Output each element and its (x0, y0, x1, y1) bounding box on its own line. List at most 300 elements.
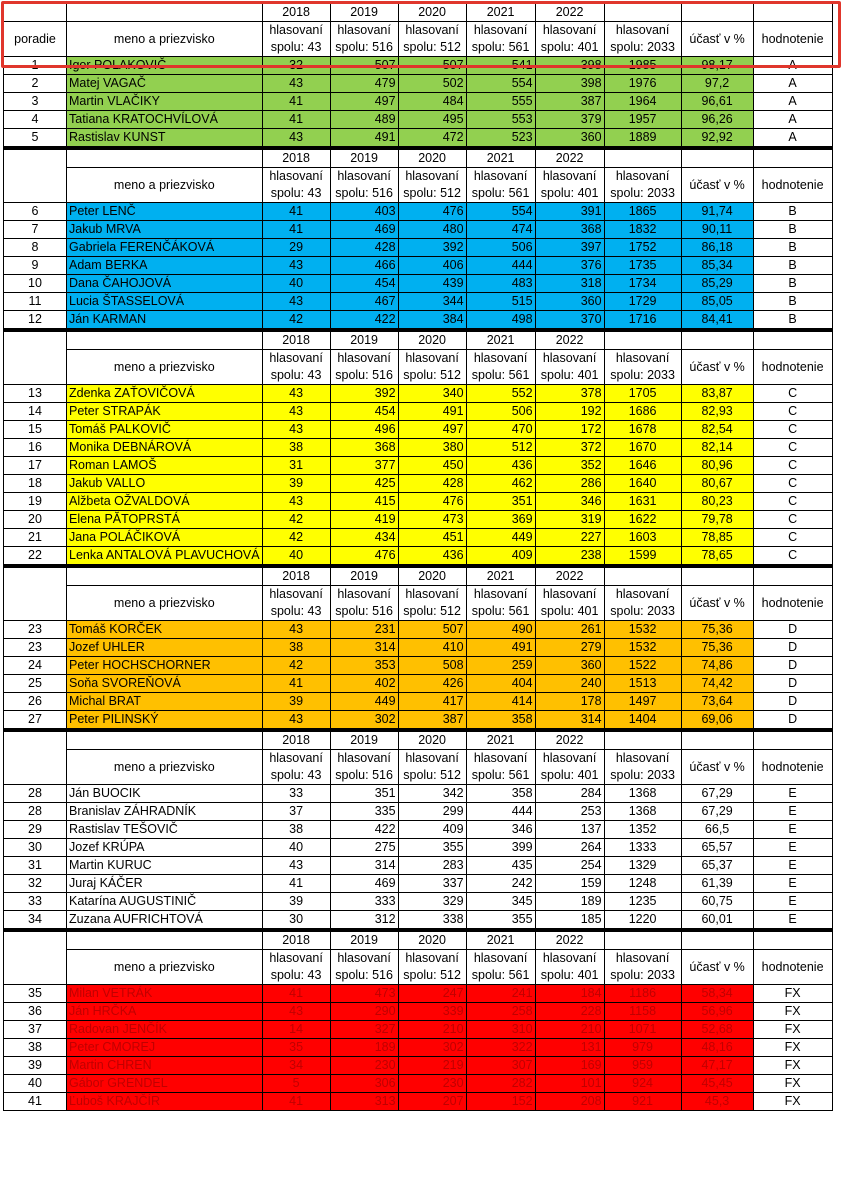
votes-total: spolu: 516 (330, 603, 398, 621)
votes-label: hlasovaní (604, 750, 681, 768)
rating-cell: E (753, 893, 832, 911)
votes-2022-cell: 184 (535, 985, 604, 1003)
votes-total: spolu: 512 (398, 767, 466, 785)
year-label: 2021 (466, 148, 535, 168)
column-header-blank (4, 4, 67, 22)
votes-label: hlasovaní (398, 750, 466, 768)
votes-2020-cell: 495 (398, 111, 466, 129)
participation-cell: 52,68 (681, 1021, 753, 1039)
votes-total-cell: 1220 (604, 911, 681, 931)
participation-cell: 75,36 (681, 639, 753, 657)
votes-2022-cell: 261 (535, 621, 604, 639)
votes-2019-cell: 454 (330, 275, 398, 293)
votes-2021-cell: 307 (466, 1057, 535, 1075)
votes-2020-cell: 436 (398, 547, 466, 567)
rank-cell: 18 (4, 475, 67, 493)
name-cell: Peter PILINSKÝ (67, 711, 263, 731)
rating-cell: C (753, 457, 832, 475)
votes-2021-cell: 462 (466, 475, 535, 493)
votes-total-cell: 1646 (604, 457, 681, 475)
rank-cell: 34 (4, 911, 67, 931)
rating-cell: B (753, 203, 832, 221)
votes-2018-cell: 38 (262, 439, 330, 457)
participation-cell: 66,5 (681, 821, 753, 839)
rank-cell: 4 (4, 111, 67, 129)
votes-2018-cell: 43 (262, 257, 330, 275)
votes-total-cell: 1532 (604, 621, 681, 639)
votes-2022-cell: 352 (535, 457, 604, 475)
votes-2018-cell: 29 (262, 239, 330, 257)
votes-2020-cell: 344 (398, 293, 466, 311)
votes-label: hlasovaní (604, 586, 681, 604)
votes-2018-cell: 43 (262, 1003, 330, 1021)
column-header-blank (67, 566, 263, 586)
votes-2022-cell: 189 (535, 893, 604, 911)
name-cell: Peter LENČ (67, 203, 263, 221)
votes-total-cell: 1599 (604, 547, 681, 567)
name-cell: Jozef KRÚPA (67, 839, 263, 857)
rating-cell: FX (753, 1021, 832, 1039)
votes-2021-cell: 436 (466, 457, 535, 475)
votes-total: spolu: 561 (466, 367, 535, 385)
votes-2019-cell: 351 (330, 785, 398, 803)
votes-total: spolu: 43 (262, 967, 330, 985)
rating-cell: A (753, 75, 832, 93)
votes-2018-cell: 33 (262, 785, 330, 803)
votes-label: hlasovaní (262, 22, 330, 40)
participation-cell: 73,64 (681, 693, 753, 711)
votes-2019-cell: 425 (330, 475, 398, 493)
column-header-blank (4, 566, 67, 621)
votes-2019-cell: 275 (330, 839, 398, 857)
votes-header-row (4, 950, 833, 968)
votes-2018-cell: 43 (262, 385, 330, 403)
votes-total-cell: 1734 (604, 275, 681, 293)
votes-label: hlasovaní (466, 168, 535, 186)
votes-2022-cell: 397 (535, 239, 604, 257)
participation-cell: 98,17 (681, 57, 753, 75)
name-cell: Monika DEBNÁROVÁ (67, 439, 263, 457)
votes-2021-cell: 310 (466, 1021, 535, 1039)
votes-2022-cell: 208 (535, 1093, 604, 1111)
name-cell: Rastislav KUNST (67, 129, 263, 149)
participation-header: účasť v % (681, 22, 753, 57)
participation-cell: 96,61 (681, 93, 753, 111)
rank-cell: 5 (4, 129, 67, 149)
rating-cell: C (753, 529, 832, 547)
rank-cell: 25 (4, 675, 67, 693)
votes-2020-cell: 299 (398, 803, 466, 821)
votes-2021-cell: 490 (466, 621, 535, 639)
votes-total-cell: 1964 (604, 93, 681, 111)
votes-2019-cell: 466 (330, 257, 398, 275)
name-cell: Dana ČAHOJOVÁ (67, 275, 263, 293)
votes-2019-cell: 454 (330, 403, 398, 421)
rating-cell: E (753, 821, 832, 839)
table-row (4, 493, 833, 511)
votes-2022-cell: 398 (535, 57, 604, 75)
votes-2018-cell: 39 (262, 693, 330, 711)
table-row (4, 457, 833, 475)
votes-total-cell: 1889 (604, 129, 681, 149)
year-label: 2020 (398, 330, 466, 350)
votes-2019-cell: 230 (330, 1057, 398, 1075)
votes-2022-cell: 284 (535, 785, 604, 803)
year-header-row (4, 330, 833, 350)
rating-cell: FX (753, 1093, 832, 1111)
column-header-blank (604, 566, 681, 586)
votes-2021-cell: 399 (466, 839, 535, 857)
year-label: 2021 (466, 930, 535, 950)
votes-total: spolu: 561 (466, 185, 535, 203)
table-row (4, 911, 833, 931)
votes-2019-cell: 473 (330, 985, 398, 1003)
votes-2020-cell: 426 (398, 675, 466, 693)
votes-label: hlasovaní (466, 350, 535, 368)
votes-total-cell: 1603 (604, 529, 681, 547)
year-label: 2018 (262, 730, 330, 750)
votes-2021-cell: 258 (466, 1003, 535, 1021)
votes-label: hlasovaní (604, 168, 681, 186)
votes-2020-cell: 508 (398, 657, 466, 675)
votes-2022-cell: 360 (535, 129, 604, 149)
table-row (4, 439, 833, 457)
rating-cell: FX (753, 1075, 832, 1093)
votes-2018-cell: 43 (262, 621, 330, 639)
name-header: meno a priezvisko (67, 750, 263, 785)
votes-2022-cell: 210 (535, 1021, 604, 1039)
participation-cell: 80,67 (681, 475, 753, 493)
name-cell: Igor POLAKOVIČ (67, 57, 263, 75)
votes-2021-cell: 358 (466, 711, 535, 731)
name-cell: Gábor GRENDEL (67, 1075, 263, 1093)
votes-2018-cell: 41 (262, 221, 330, 239)
votes-2018-cell: 40 (262, 839, 330, 857)
table-row (4, 547, 833, 567)
rank-cell: 1 (4, 57, 67, 75)
year-label: 2020 (398, 730, 466, 750)
votes-total: spolu: 401 (535, 603, 604, 621)
name-header: meno a priezvisko (67, 350, 263, 385)
name-cell: Jana POLÁČIKOVÁ (67, 529, 263, 547)
rank-cell: 10 (4, 275, 67, 293)
participation-cell: 85,34 (681, 257, 753, 275)
votes-2021-cell: 553 (466, 111, 535, 129)
rating-cell: E (753, 857, 832, 875)
votes-total-cell: 979 (604, 1039, 681, 1057)
votes-2021-cell: 355 (466, 911, 535, 931)
votes-total-cell: 1186 (604, 985, 681, 1003)
rank-cell: 17 (4, 457, 67, 475)
name-cell: Elena PĂTOPRSTÁ (67, 511, 263, 529)
name-cell: Martin CHREN (67, 1057, 263, 1075)
rank-cell: 15 (4, 421, 67, 439)
votes-total-cell: 1957 (604, 111, 681, 129)
table-row (4, 239, 833, 257)
participation-cell: 80,96 (681, 457, 753, 475)
column-header-blank (681, 566, 753, 586)
votes-2020-cell: 472 (398, 129, 466, 149)
votes-2021-cell: 242 (466, 875, 535, 893)
votes-total: spolu: 43 (262, 367, 330, 385)
table-row (4, 657, 833, 675)
table-row (4, 1075, 833, 1093)
participation-header: účasť v % (681, 350, 753, 385)
year-label: 2019 (330, 730, 398, 750)
year-label: 2018 (262, 148, 330, 168)
votes-2019-cell: 189 (330, 1039, 398, 1057)
votes-2022-cell: 372 (535, 439, 604, 457)
votes-2020-cell: 219 (398, 1057, 466, 1075)
votes-2020-cell: 329 (398, 893, 466, 911)
votes-total: spolu: 2033 (604, 39, 681, 57)
rating-cell: A (753, 57, 832, 75)
votes-2019-cell: 469 (330, 875, 398, 893)
votes-label: hlasovaní (535, 22, 604, 40)
name-header: meno a priezvisko (67, 22, 263, 57)
votes-total-cell: 1248 (604, 875, 681, 893)
votes-2021-cell: 554 (466, 203, 535, 221)
participation-cell: 80,23 (681, 493, 753, 511)
rating-header: hodnotenie (753, 168, 832, 203)
votes-total: spolu: 512 (398, 39, 466, 57)
votes-total: spolu: 401 (535, 967, 604, 985)
table-row (4, 1039, 833, 1057)
table-row (4, 275, 833, 293)
votes-2019-cell: 496 (330, 421, 398, 439)
votes-2020-cell: 387 (398, 711, 466, 731)
table-row (4, 421, 833, 439)
year-header-row (4, 4, 833, 22)
rank-cell: 19 (4, 493, 67, 511)
participation-cell: 48,16 (681, 1039, 753, 1057)
votes-2022-cell: 192 (535, 403, 604, 421)
table-row (4, 203, 833, 221)
votes-2018-cell: 34 (262, 1057, 330, 1075)
votes-total: spolu: 516 (330, 967, 398, 985)
participation-cell: 74,42 (681, 675, 753, 693)
votes-2022-cell: 387 (535, 93, 604, 111)
votes-total: spolu: 2033 (604, 967, 681, 985)
votes-label: hlasovaní (466, 950, 535, 968)
votes-2020-cell: 230 (398, 1075, 466, 1093)
votes-2019-cell: 313 (330, 1093, 398, 1111)
votes-label: hlasovaní (262, 750, 330, 768)
table-row (4, 57, 833, 75)
votes-2019-cell: 469 (330, 221, 398, 239)
votes-2018-cell: 43 (262, 711, 330, 731)
votes-2022-cell: 238 (535, 547, 604, 567)
votes-2018-cell: 42 (262, 311, 330, 331)
rating-cell: D (753, 639, 832, 657)
participation-cell: 56,96 (681, 1003, 753, 1021)
column-header-blank (604, 730, 681, 750)
votes-total: spolu: 561 (466, 39, 535, 57)
rating-cell: FX (753, 1039, 832, 1057)
rank-cell: 30 (4, 839, 67, 857)
votes-2022-cell: 314 (535, 711, 604, 731)
rating-cell: D (753, 675, 832, 693)
votes-2022-cell: 228 (535, 1003, 604, 1021)
rank-cell: 6 (4, 203, 67, 221)
votes-2021-cell: 483 (466, 275, 535, 293)
votes-2018-cell: 41 (262, 1093, 330, 1111)
year-header-row (4, 566, 833, 586)
year-header-row (4, 148, 833, 168)
votes-2019-cell: 428 (330, 239, 398, 257)
votes-label: hlasovaní (330, 22, 398, 40)
votes-2018-cell: 32 (262, 57, 330, 75)
votes-2020-cell: 210 (398, 1021, 466, 1039)
votes-2021-cell: 435 (466, 857, 535, 875)
column-header-blank (604, 330, 681, 350)
year-label: 2020 (398, 4, 466, 22)
rank-cell: 12 (4, 311, 67, 331)
votes-label: hlasovaní (604, 350, 681, 368)
participation-cell: 91,74 (681, 203, 753, 221)
name-cell: Milan VETRÁK (67, 985, 263, 1003)
table-row (4, 985, 833, 1003)
participation-cell: 85,05 (681, 293, 753, 311)
votes-2020-cell: 476 (398, 203, 466, 221)
votes-total: spolu: 561 (466, 603, 535, 621)
rank-cell: 11 (4, 293, 67, 311)
table-row (4, 111, 833, 129)
year-label: 2018 (262, 4, 330, 22)
votes-2018-cell: 35 (262, 1039, 330, 1057)
rank-cell: 32 (4, 875, 67, 893)
column-header-blank (681, 730, 753, 750)
votes-total: spolu: 516 (330, 39, 398, 57)
votes-2018-cell: 31 (262, 457, 330, 475)
year-label: 2019 (330, 930, 398, 950)
votes-header-row (4, 750, 833, 768)
votes-total-cell: 924 (604, 1075, 681, 1093)
votes-2018-cell: 42 (262, 657, 330, 675)
votes-2022-cell: 378 (535, 385, 604, 403)
votes-2021-cell: 541 (466, 57, 535, 75)
column-header-blank (753, 566, 832, 586)
rating-cell: C (753, 385, 832, 403)
votes-2021-cell: 345 (466, 893, 535, 911)
votes-2022-cell: 376 (535, 257, 604, 275)
rating-cell: B (753, 275, 832, 293)
votes-total-cell: 1670 (604, 439, 681, 457)
votes-total: spolu: 401 (535, 367, 604, 385)
rating-cell: B (753, 239, 832, 257)
table-row (4, 93, 833, 111)
votes-total: spolu: 2033 (604, 767, 681, 785)
participation-cell: 69,06 (681, 711, 753, 731)
votes-2019-cell: 306 (330, 1075, 398, 1093)
name-cell: Michal BRAT (67, 693, 263, 711)
votes-2021-cell: 414 (466, 693, 535, 711)
rank-cell: 22 (4, 547, 67, 567)
votes-label: hlasovaní (262, 586, 330, 604)
participation-cell: 61,39 (681, 875, 753, 893)
votes-total: spolu: 2033 (604, 367, 681, 385)
votes-label: hlasovaní (262, 168, 330, 186)
year-label: 2020 (398, 930, 466, 950)
votes-total-cell: 1532 (604, 639, 681, 657)
votes-label: hlasovaní (466, 750, 535, 768)
votes-total-cell: 1985 (604, 57, 681, 75)
name-cell: Peter STRAPÁK (67, 403, 263, 421)
votes-2022-cell: 368 (535, 221, 604, 239)
votes-2021-cell: 322 (466, 1039, 535, 1057)
votes-2022-cell: 379 (535, 111, 604, 129)
year-label: 2020 (398, 148, 466, 168)
name-cell: Martin KURUC (67, 857, 263, 875)
rating-header: hodnotenie (753, 350, 832, 385)
rank-cell: 39 (4, 1057, 67, 1075)
votes-total: spolu: 43 (262, 185, 330, 203)
votes-2021-cell: 444 (466, 257, 535, 275)
votes-total: spolu: 43 (262, 603, 330, 621)
votes-header-row (4, 586, 833, 604)
participation-header: účasť v % (681, 586, 753, 621)
votes-total: spolu: 512 (398, 967, 466, 985)
rating-cell: E (753, 803, 832, 821)
rating-cell: D (753, 693, 832, 711)
participation-cell: 65,57 (681, 839, 753, 857)
name-cell: Alžbeta OŽVALDOVÁ (67, 493, 263, 511)
table-row (4, 893, 833, 911)
table-row (4, 293, 833, 311)
name-cell: Tomáš PALKOVIČ (67, 421, 263, 439)
votes-total-cell: 1352 (604, 821, 681, 839)
votes-2018-cell: 14 (262, 1021, 330, 1039)
votes-total-cell: 1729 (604, 293, 681, 311)
rank-cell: 36 (4, 1003, 67, 1021)
rating-cell: B (753, 293, 832, 311)
participation-cell: 79,78 (681, 511, 753, 529)
table-row (4, 1003, 833, 1021)
participation-cell: 82,14 (681, 439, 753, 457)
votes-2020-cell: 409 (398, 821, 466, 839)
table-row (4, 875, 833, 893)
votes-2020-cell: 340 (398, 385, 466, 403)
column-header-blank (4, 148, 67, 203)
votes-total: spolu: 401 (535, 767, 604, 785)
votes-2019-cell: 302 (330, 711, 398, 731)
votes-2022-cell: 254 (535, 857, 604, 875)
column-header-blank (753, 4, 832, 22)
table-row (4, 1021, 833, 1039)
votes-2021-cell: 523 (466, 129, 535, 149)
votes-total-cell: 959 (604, 1057, 681, 1075)
votes-2018-cell: 37 (262, 803, 330, 821)
rank-header: poradie (4, 22, 67, 57)
name-cell: Tomáš KORČEK (67, 621, 263, 639)
participation-cell: 67,29 (681, 785, 753, 803)
votes-2022-cell: 319 (535, 511, 604, 529)
participation-cell: 58,34 (681, 985, 753, 1003)
participation-cell: 85,29 (681, 275, 753, 293)
votes-total: spolu: 2033 (604, 185, 681, 203)
votes-2020-cell: 417 (398, 693, 466, 711)
name-cell: Zuzana AUFRICHTOVÁ (67, 911, 263, 931)
year-label: 2019 (330, 566, 398, 586)
participation-cell: 86,18 (681, 239, 753, 257)
votes-label: hlasovaní (535, 168, 604, 186)
rank-cell: 23 (4, 639, 67, 657)
votes-2021-cell: 555 (466, 93, 535, 111)
votes-2020-cell: 339 (398, 1003, 466, 1021)
column-header-blank (753, 930, 832, 950)
name-header: meno a priezvisko (67, 168, 263, 203)
participation-header: účasť v % (681, 750, 753, 785)
